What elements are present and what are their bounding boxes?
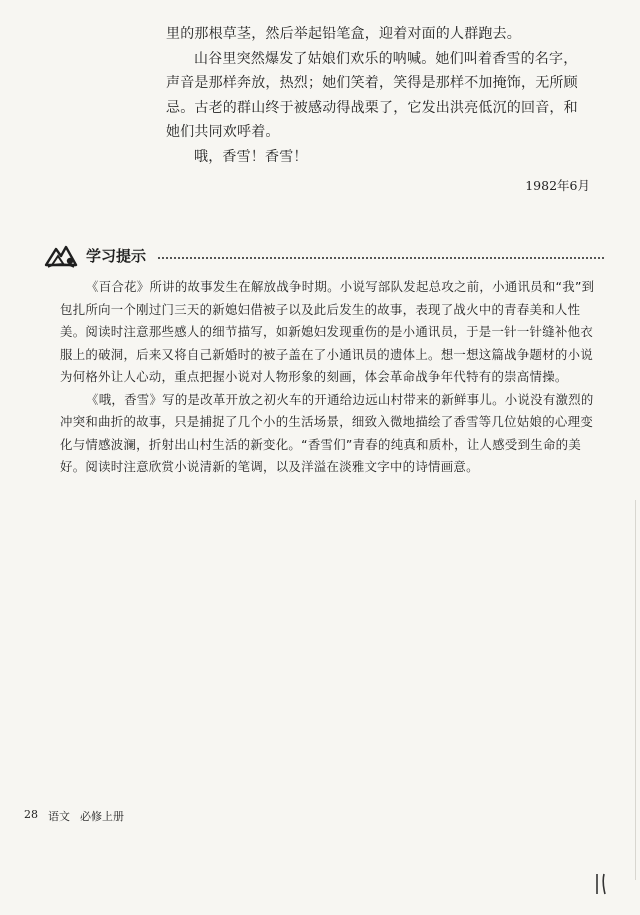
- page-edge-shadow: [635, 500, 636, 880]
- binding-mark: [592, 872, 610, 896]
- story-date: 1982年6月: [525, 178, 590, 193]
- mountain-logo-icon: [44, 241, 78, 269]
- story-line-1: 里的那根草茎，然后举起铅笔盒，迎着对面的人群跑去。: [166, 26, 521, 42]
- dotted-divider: [158, 257, 604, 259]
- book-title: 语文: [48, 810, 70, 823]
- page-footer: [24, 808, 124, 824]
- story-paragraph-2: 山谷里突然爆发了姑娘们欢乐的呐喊。她们叫着香雪的名字，声音是那样奔放，热烈；她们笑着，笑得是那样不加掩饰，无所顾忌。古老的群山终于被感动得战栗了，它发出洪亮低沉的回音，和她们共同欢呼着。: [166, 50, 578, 140]
- study-tips-paragraph-1: 《百合花》所讲的故事发生在解放战争时期。小说写部队发起总攻之前，小通讯员和“我”到包扎所向一个刚过门三天的新媳妇借被子以及此后发生的故事，表现了战火中的青春美和人性美。阅读时注意那些感人的细节描写，如新媳妇发现重伤的是小通讯员，于是一针一针缝补他衣服上的破洞，后来又将自己新婚时的被子盖在了小通讯员的遗体上。想一想这篇战争题材的小说为何格外让人心动，重点把握小说对人物形象的刻画，体会革命战争年代特有的崇高情操。: [60, 279, 595, 384]
- story-text: [166, 22, 586, 169]
- page-number: 28: [24, 808, 38, 821]
- study-tips-title: 学习提示: [86, 246, 147, 265]
- story-paragraph-3: 哦，香雪！香雪！: [194, 148, 308, 165]
- study-tips-paragraph-2: 《哦，香雪》写的是改革开放之初火车的开通给边远山村带来的新鲜事儿。小说没有激烈的冲突和曲折的故事，只是捕捉了几个小的生活场景，细致入微地描绘了香雪等几位姑娘的心理变化与情感波澜，折射出山村生活的新变化。“香雪们”青春的纯真和质朴，让人感受到生命的美好。阅读时注意欣赏小说清新的笔调，以及洋溢在淡雅文字中的诗情画意。: [60, 391, 594, 474]
- study-tips-header: [44, 240, 604, 270]
- study-tips-body: [60, 276, 600, 479]
- volume-title: 必修上册: [80, 810, 124, 823]
